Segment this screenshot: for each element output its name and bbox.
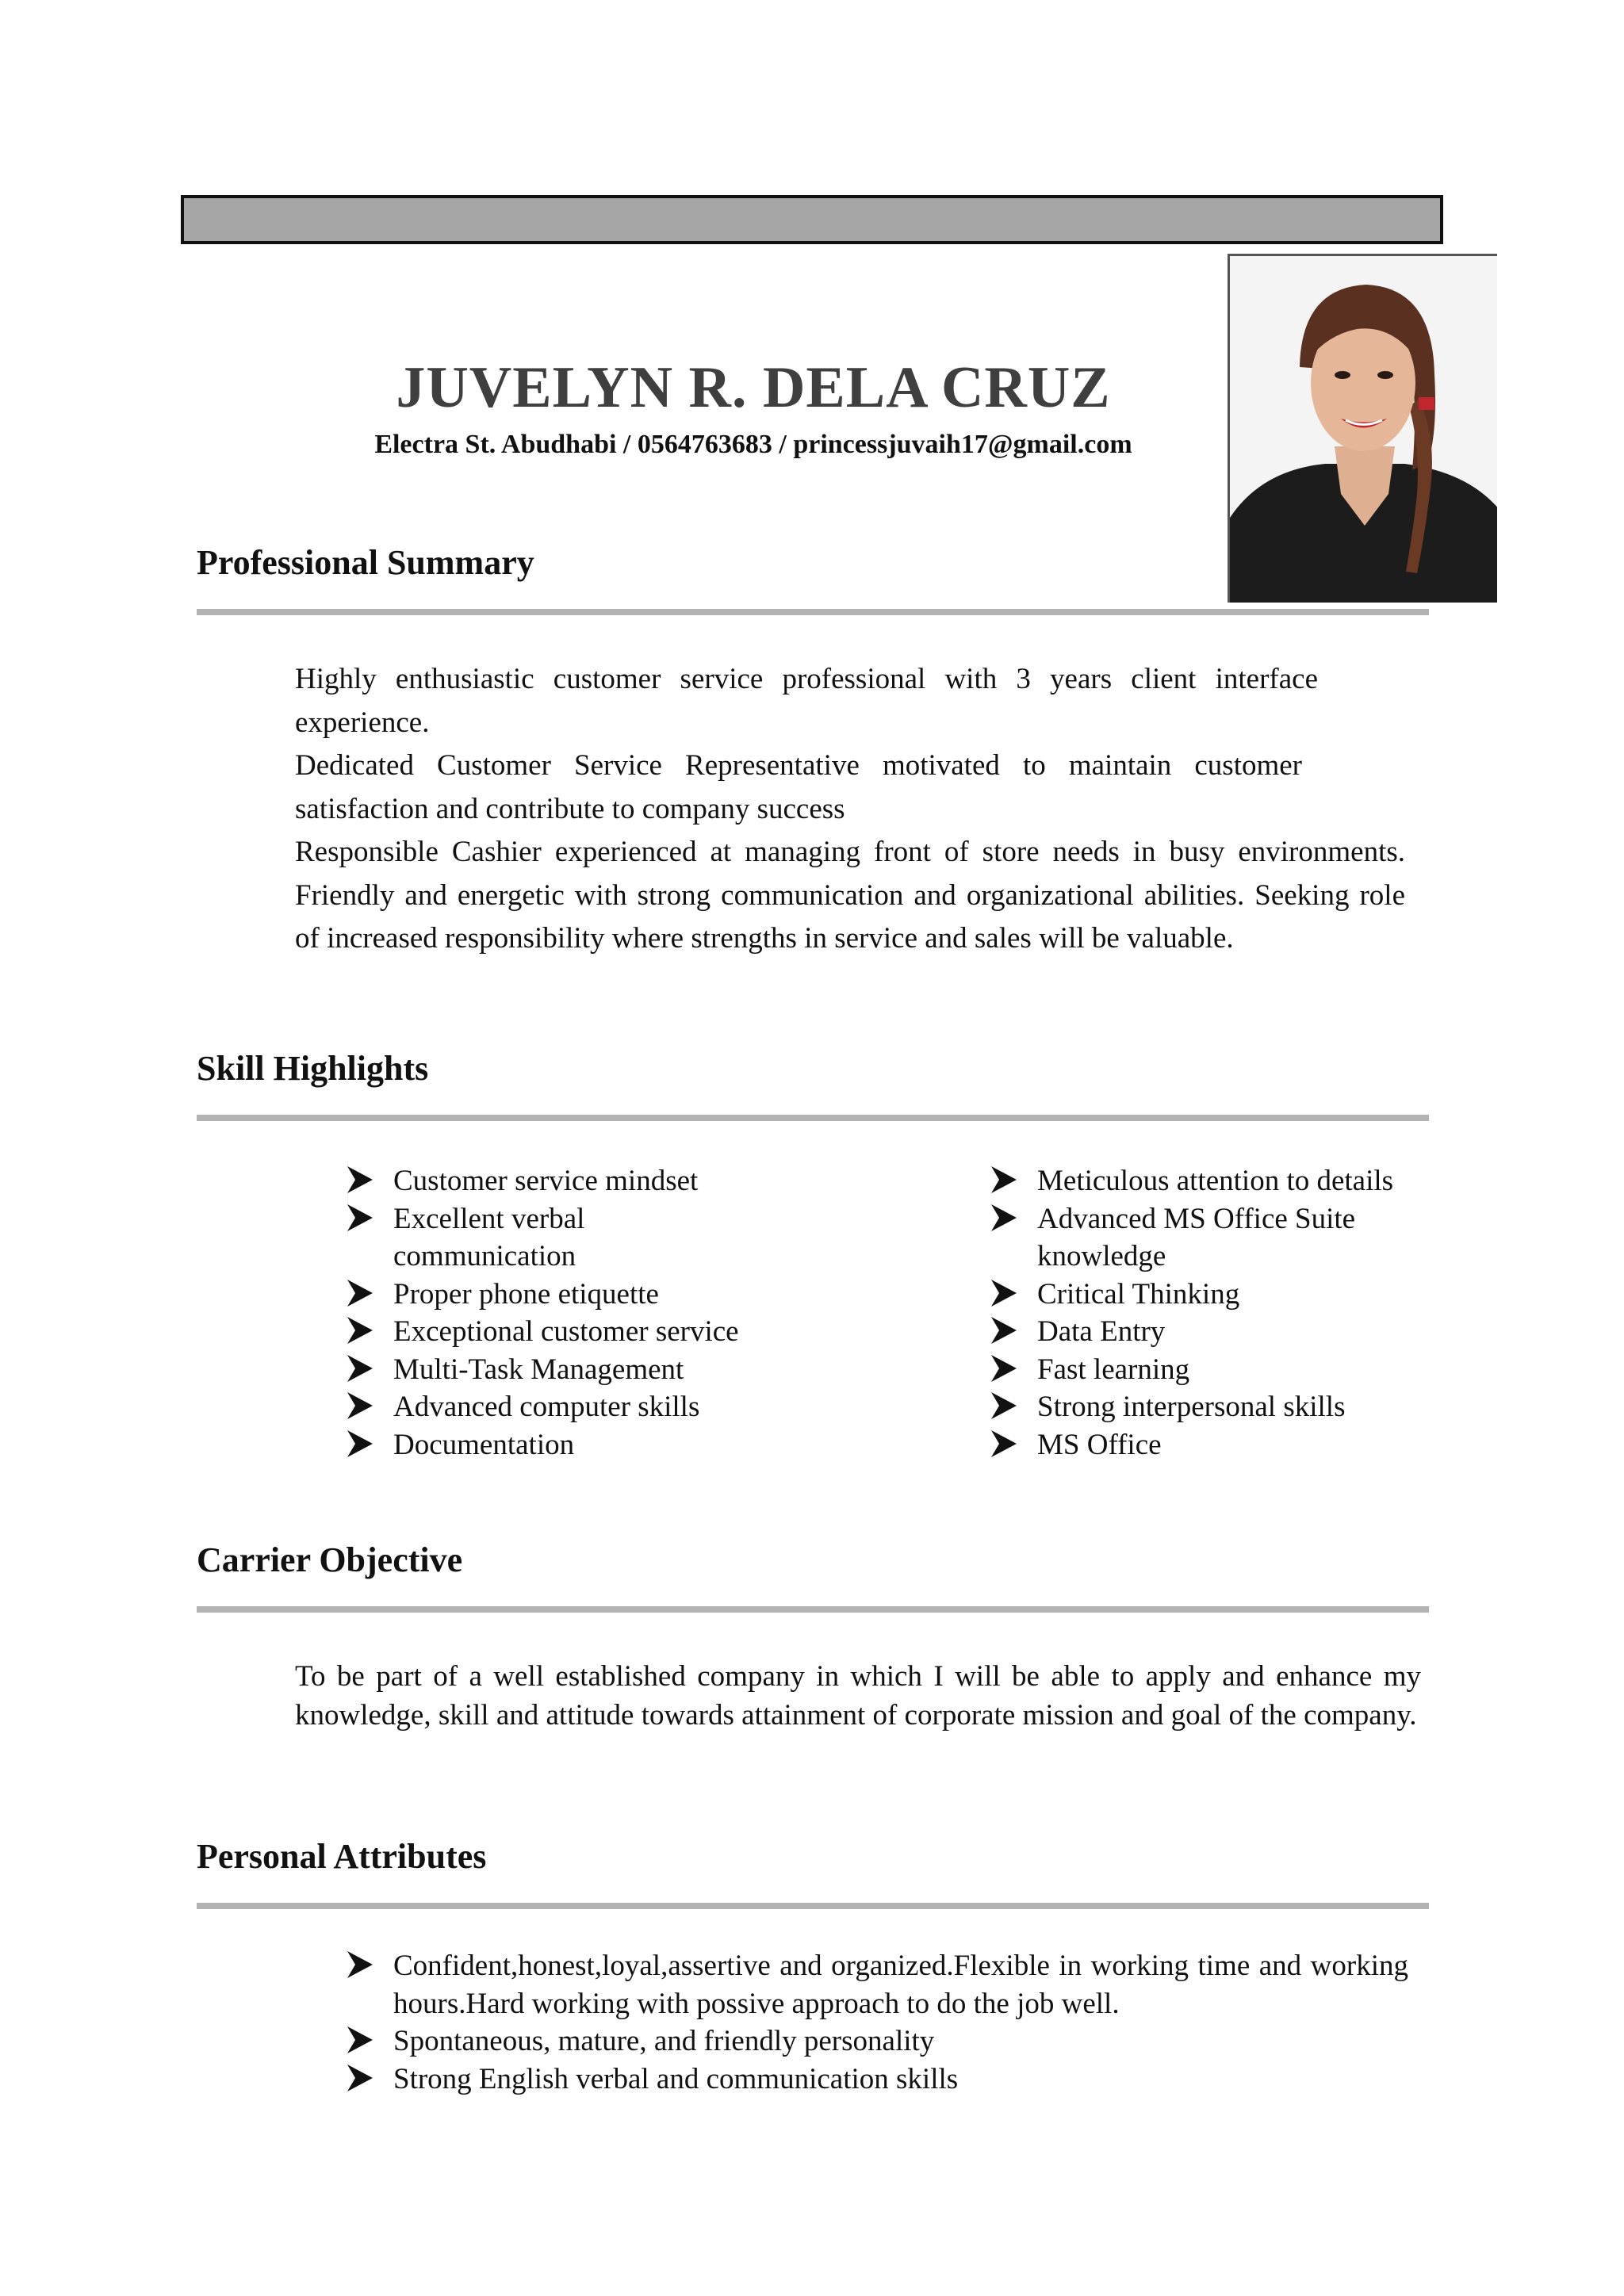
summary-paragraph: Responsible Cashier experienced at managing front of store needs in busy environments. Friendly and energetic with strong communication and organizational abilities. Seeking role of increased responsibility where strengths in service and sales will be valuable. (295, 836, 1405, 955)
list-item (990, 1388, 1450, 1426)
skill-label: MS Office (1037, 1428, 1162, 1461)
profile-photo (1228, 254, 1497, 603)
list-item (346, 2022, 1408, 2061)
arrow-bullet-icon (990, 1277, 1018, 1309)
arrow-bullet-icon (346, 1314, 374, 1346)
arrow-bullet-icon (990, 1314, 1018, 1346)
list-item (346, 1313, 790, 1351)
skill-label: Strong interpersonal skills (1037, 1391, 1346, 1423)
arrow-bullet-icon (990, 1428, 1018, 1460)
arrow-bullet-icon (346, 1949, 374, 1980)
arrow-bullet-icon (346, 1428, 374, 1460)
arrow-bullet-icon (990, 1390, 1018, 1422)
attribute-text: Strong English verbal and communication skills (393, 2062, 959, 2095)
arrow-bullet-icon (346, 2024, 374, 2056)
attribute-text: Spontaneous, mature, and friendly personality (393, 2025, 935, 2057)
arrow-bullet-icon (346, 1390, 374, 1422)
candidate-name: JUVELYN R. DELA CRUZ (396, 355, 1111, 420)
summary-paragraph: Dedicated Customer Service Representative motivated to maintain customer satisfaction and contribute to company success (295, 749, 1302, 825)
skill-label: Advanced computer skills (393, 1391, 700, 1423)
list-item (990, 1276, 1450, 1314)
skill-label: Data Entry (1037, 1315, 1166, 1348)
objective-heading: Carrier Objective (197, 1540, 463, 1579)
skills-list-left (346, 1162, 790, 1464)
list-item (346, 1426, 790, 1464)
arrow-bullet-icon (990, 1202, 1018, 1234)
list-item (346, 1351, 790, 1389)
skill-label: Fast learning (1037, 1353, 1190, 1386)
skill-label: Proper phone etiquette (393, 1277, 659, 1311)
contact-info: Electra St. Abudhabi / 0564763683 / princessjuvaih17@gmail.com (374, 430, 1132, 459)
skill-label: Exceptional customer service (393, 1315, 739, 1348)
list-item (346, 2061, 1408, 2099)
portrait-image (1230, 256, 1497, 603)
list-item (346, 1388, 790, 1426)
arrow-bullet-icon (346, 1277, 374, 1309)
skill-label: Customer service mindset (393, 1165, 699, 1197)
list-item (346, 1947, 1408, 2022)
list-item (990, 1351, 1450, 1389)
arrow-bullet-icon (346, 2062, 374, 2094)
arrow-bullet-icon (990, 1164, 1018, 1196)
list-item (990, 1162, 1450, 1200)
skill-label: Critical Thinking (1037, 1277, 1240, 1311)
skill-label: Advanced MS Office Suite knowledge (1037, 1202, 1356, 1272)
attributes-heading: Personal Attributes (197, 1837, 487, 1876)
skills-list-right (990, 1162, 1450, 1464)
attribute-text: Confident,honest,loyal,assertive and organized.Flexible in working time and working hours.Hard working with possive approach to do the job well. (393, 1950, 1408, 2020)
header-bar (181, 195, 1443, 244)
attributes-list (346, 1947, 1408, 2098)
section-divider (197, 1115, 1429, 1121)
list-item (990, 1200, 1450, 1276)
list-item (990, 1426, 1450, 1464)
list-item (990, 1313, 1450, 1351)
skill-label: Multi-Task Management (393, 1353, 684, 1386)
list-item (346, 1276, 790, 1314)
list-item (346, 1162, 790, 1200)
list-item (346, 1200, 679, 1276)
objective-text (295, 1657, 1421, 1735)
skill-label: Excellent verbal communication (393, 1202, 585, 1272)
skills-heading: Skill Highlights (197, 1049, 429, 1088)
summary-heading: Professional Summary (197, 543, 534, 582)
skill-label: Meticulous attention to details (1037, 1165, 1394, 1197)
summary-text (295, 658, 1405, 961)
arrow-bullet-icon (346, 1202, 374, 1234)
objective-paragraph: To be part of a well established company in which I will be able to apply and enhance my knowledge, skill and attitude towards attainment of corporate mission and goal of the company. (295, 1660, 1421, 1732)
summary-paragraph: Highly enthusiastic customer service professional with 3 years client interface experience. (295, 663, 1318, 739)
arrow-bullet-icon (346, 1164, 374, 1196)
section-divider (197, 1903, 1429, 1909)
section-divider (197, 609, 1429, 615)
section-divider (197, 1606, 1429, 1613)
arrow-bullet-icon (346, 1353, 374, 1384)
skill-label: Documentation (393, 1428, 575, 1461)
arrow-bullet-icon (990, 1353, 1018, 1384)
